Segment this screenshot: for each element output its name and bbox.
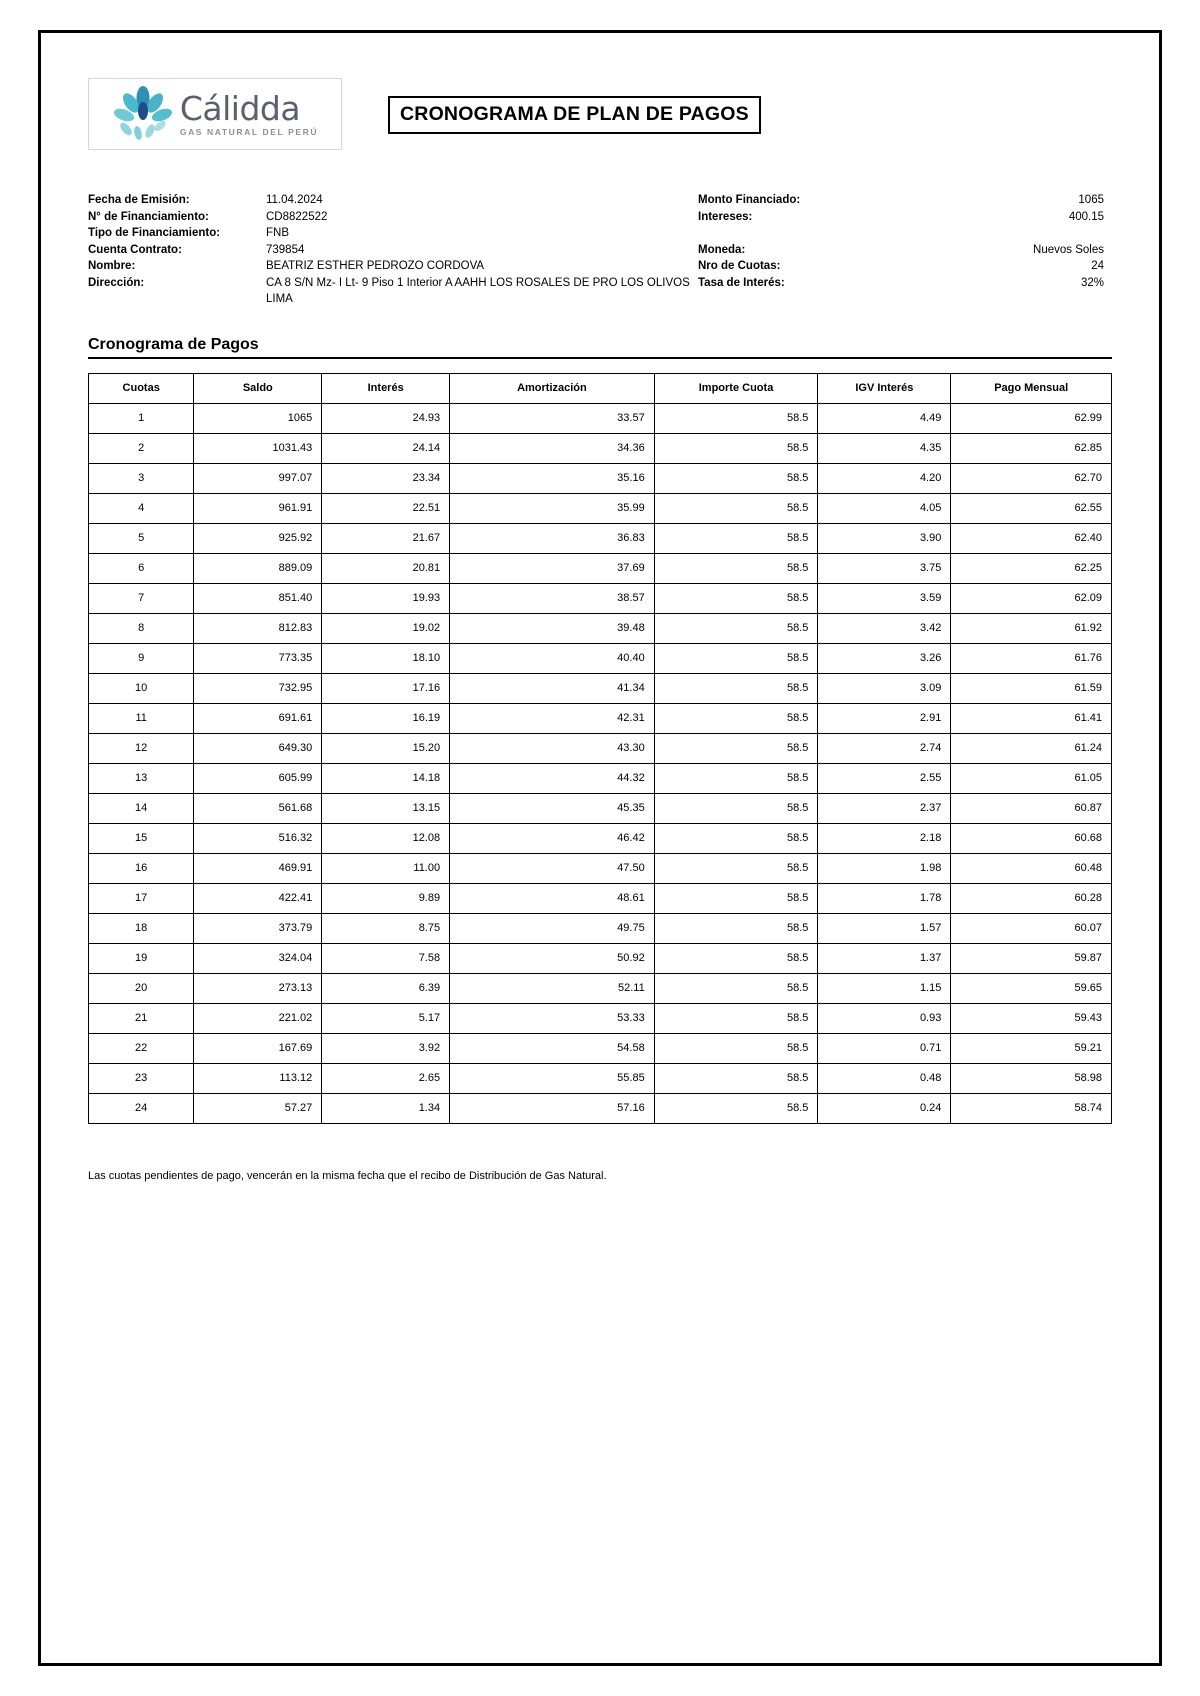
cell-cuota-numero: 22 — [89, 1033, 194, 1063]
cell-value: 4.20 — [818, 463, 951, 493]
cell-value: 61.05 — [951, 763, 1112, 793]
cell-cuota-numero: 19 — [89, 943, 194, 973]
info-label: N° de Financiamiento: — [88, 210, 209, 223]
cell-value: 373.79 — [194, 913, 322, 943]
cell-value: 58.5 — [654, 613, 818, 643]
cell-value: 58.5 — [654, 553, 818, 583]
column-header-saldo: Saldo — [194, 373, 322, 403]
cell-value: 2.55 — [818, 763, 951, 793]
cell-cuota-numero: 14 — [89, 793, 194, 823]
cell-value: 4.05 — [818, 493, 951, 523]
cell-value: 55.85 — [450, 1063, 655, 1093]
cell-value: 273.13 — [194, 973, 322, 1003]
cell-value: 16.19 — [322, 703, 450, 733]
cell-value: 58.5 — [654, 403, 818, 433]
cell-value: 58.5 — [654, 703, 818, 733]
cell-value: 469.91 — [194, 853, 322, 883]
cell-value: 62.99 — [951, 403, 1112, 433]
info-value: 739854 — [266, 243, 305, 256]
table-row — [89, 973, 1112, 1003]
cell-value: 60.68 — [951, 823, 1112, 853]
cell-value: 58.74 — [951, 1093, 1112, 1123]
cell-value: 62.25 — [951, 553, 1112, 583]
cell-value: 12.08 — [322, 823, 450, 853]
cell-value: 0.93 — [818, 1003, 951, 1033]
logo-wordmark: Cálidda — [179, 88, 301, 128]
table-row — [89, 433, 1112, 463]
info-value: 32% — [1080, 276, 1104, 289]
cell-cuota-numero: 2 — [89, 433, 194, 463]
table-row — [89, 1063, 1112, 1093]
cell-value: 59.65 — [951, 973, 1112, 1003]
info-right-column — [698, 192, 1112, 308]
cell-value: 58.5 — [654, 853, 818, 883]
cell-value: 49.75 — [450, 913, 655, 943]
info-row-tasa-interes — [698, 275, 1112, 292]
cell-cuota-numero: 1 — [89, 403, 194, 433]
cell-value: 58.5 — [654, 463, 818, 493]
cell-cuota-numero: 15 — [89, 823, 194, 853]
column-header-igv-interes: IGV Interés — [818, 373, 951, 403]
cell-value: 1.78 — [818, 883, 951, 913]
info-label: Tasa de Interés: — [698, 276, 785, 289]
cell-value: 561.68 — [194, 793, 322, 823]
cell-value: 58.5 — [654, 1003, 818, 1033]
cell-cuota-numero: 20 — [89, 973, 194, 1003]
cell-cuota-numero: 6 — [89, 553, 194, 583]
cell-value: 48.61 — [450, 883, 655, 913]
cell-value: 35.16 — [450, 463, 655, 493]
table-body — [89, 403, 1112, 1123]
cell-cuota-numero: 9 — [89, 643, 194, 673]
info-row-intereses — [698, 209, 1112, 226]
cell-value: 46.42 — [450, 823, 655, 853]
info-value: CA 8 S/N Mz- I Lt- 9 Piso 1 Interior A AAHH LOS ROSALES DE PRO LOS OLIVOS LIMA — [266, 276, 690, 305]
cell-value: 3.59 — [818, 583, 951, 613]
info-row-nombre — [88, 258, 698, 275]
page-title: CRONOGRAMA DE PLAN DE PAGOS — [400, 103, 749, 125]
info-value: 24 — [1091, 260, 1104, 272]
section-divider — [88, 357, 1112, 359]
cell-value: 113.12 — [194, 1063, 322, 1093]
info-row-direccion — [88, 275, 698, 308]
info-row-nro-financiamiento — [88, 209, 698, 226]
cell-value: 18.10 — [322, 643, 450, 673]
cell-value: 58.5 — [654, 793, 818, 823]
cell-value: 62.85 — [951, 433, 1112, 463]
cell-value: 58.98 — [951, 1063, 1112, 1093]
cell-value: 773.35 — [194, 643, 322, 673]
table-row — [89, 583, 1112, 613]
cell-cuota-numero: 11 — [89, 703, 194, 733]
cell-value: 39.48 — [450, 613, 655, 643]
cell-value: 54.58 — [450, 1033, 655, 1063]
cell-value: 3.75 — [818, 553, 951, 583]
column-header-interes: Interés — [322, 373, 450, 403]
table-row — [89, 703, 1112, 733]
column-header-amortizacion: Amortización — [450, 373, 655, 403]
cell-value: 19.93 — [322, 583, 450, 613]
cell-value: 21.67 — [322, 523, 450, 553]
info-label: Nro de Cuotas: — [698, 260, 781, 272]
cell-value: 1065 — [194, 403, 322, 433]
cell-cuota-numero: 7 — [89, 583, 194, 613]
cell-value: 19.02 — [322, 613, 450, 643]
cell-value: 58.5 — [654, 1093, 818, 1123]
info-spacer — [698, 225, 1112, 242]
cell-value: 60.28 — [951, 883, 1112, 913]
cell-value: 61.92 — [951, 613, 1112, 643]
cell-value: 0.48 — [818, 1063, 951, 1093]
cell-value: 44.32 — [450, 763, 655, 793]
cell-cuota-numero: 16 — [89, 853, 194, 883]
cell-value: 1.57 — [818, 913, 951, 943]
cell-value: 812.83 — [194, 613, 322, 643]
table-row — [89, 673, 1112, 703]
cell-value: 167.69 — [194, 1033, 322, 1063]
cell-value: 41.34 — [450, 673, 655, 703]
column-header-pago-mensual: Pago Mensual — [951, 373, 1112, 403]
cell-value: 58.5 — [654, 943, 818, 973]
cell-cuota-numero: 21 — [89, 1003, 194, 1033]
cell-cuota-numero: 12 — [89, 733, 194, 763]
cell-value: 62.55 — [951, 493, 1112, 523]
cell-value: 324.04 — [194, 943, 322, 973]
info-label: Intereses: — [698, 210, 753, 223]
cell-value: 58.5 — [654, 523, 818, 553]
cell-value: 58.5 — [654, 1063, 818, 1093]
cell-value: 4.49 — [818, 403, 951, 433]
cell-value: 8.75 — [322, 913, 450, 943]
info-row-cuenta-contrato — [88, 242, 698, 259]
info-value: CD8822522 — [266, 210, 328, 223]
cell-value: 3.92 — [322, 1033, 450, 1063]
cell-value: 50.92 — [450, 943, 655, 973]
cell-value: 36.83 — [450, 523, 655, 553]
cell-cuota-numero: 13 — [89, 763, 194, 793]
cell-value: 58.5 — [654, 883, 818, 913]
cell-value: 20.81 — [322, 553, 450, 583]
cell-value: 37.69 — [450, 553, 655, 583]
cell-value: 62.70 — [951, 463, 1112, 493]
cell-value: 61.24 — [951, 733, 1112, 763]
cell-cuota-numero: 5 — [89, 523, 194, 553]
cell-value: 59.87 — [951, 943, 1112, 973]
table-row — [89, 853, 1112, 883]
cell-value: 889.09 — [194, 553, 322, 583]
cell-value: 47.50 — [450, 853, 655, 883]
cell-cuota-numero: 8 — [89, 613, 194, 643]
payment-schedule-table — [88, 373, 1112, 1124]
cell-value: 61.59 — [951, 673, 1112, 703]
cell-cuota-numero: 4 — [89, 493, 194, 523]
cell-value: 1031.43 — [194, 433, 322, 463]
table-row — [89, 493, 1112, 523]
cell-value: 3.26 — [818, 643, 951, 673]
section-title: Cronograma de Pagos — [88, 335, 259, 353]
table-row — [89, 403, 1112, 433]
cell-value: 58.5 — [654, 823, 818, 853]
info-value: 1065 — [1078, 194, 1104, 206]
logo-tagline: GAS NATURAL DEL PERÚ — [179, 126, 319, 137]
info-row-nro-cuotas — [698, 258, 1112, 275]
cell-value: 45.35 — [450, 793, 655, 823]
cell-value: 22.51 — [322, 493, 450, 523]
info-value: 400.15 — [1068, 210, 1104, 223]
cell-value: 925.92 — [194, 523, 322, 553]
cell-value: 9.89 — [322, 883, 450, 913]
cell-value: 58.5 — [654, 493, 818, 523]
cell-value: 2.37 — [818, 793, 951, 823]
table-row — [89, 913, 1112, 943]
cell-value: 58.5 — [654, 913, 818, 943]
cell-value: 58.5 — [654, 763, 818, 793]
cell-value: 961.91 — [194, 493, 322, 523]
cell-value: 59.43 — [951, 1003, 1112, 1033]
cell-value: 52.11 — [450, 973, 655, 1003]
cell-value: 24.14 — [322, 433, 450, 463]
cell-value: 58.5 — [654, 673, 818, 703]
table-row — [89, 463, 1112, 493]
document-title-box — [388, 96, 761, 134]
cell-cuota-numero: 10 — [89, 673, 194, 703]
cell-value: 62.40 — [951, 523, 1112, 553]
info-left-column — [88, 192, 698, 308]
table-row — [89, 943, 1112, 973]
cell-value: 1.15 — [818, 973, 951, 1003]
cell-cuota-numero: 3 — [89, 463, 194, 493]
info-value: Nuevos Soles — [1033, 243, 1104, 256]
cell-value: 2.91 — [818, 703, 951, 733]
cell-value: 24.93 — [322, 403, 450, 433]
table-row — [89, 1033, 1112, 1063]
info-label: Tipo de Financiamiento: — [88, 227, 221, 239]
cell-value: 1.98 — [818, 853, 951, 883]
cell-value: 17.16 — [322, 673, 450, 703]
cell-value: 15.20 — [322, 733, 450, 763]
table-row — [89, 733, 1112, 763]
cell-value: 1.37 — [818, 943, 951, 973]
table-header — [89, 373, 1112, 403]
cell-value: 422.41 — [194, 883, 322, 913]
cell-cuota-numero: 24 — [89, 1093, 194, 1123]
flower-logo-icon — [112, 84, 174, 144]
calidda-logo — [88, 78, 342, 150]
info-value: FNB — [266, 227, 289, 239]
cell-value: 40.40 — [450, 643, 655, 673]
cell-value: 649.30 — [194, 733, 322, 763]
info-row-monto-financiado — [698, 192, 1112, 209]
cell-value: 605.99 — [194, 763, 322, 793]
cell-cuota-numero: 17 — [89, 883, 194, 913]
cell-value: 58.5 — [654, 643, 818, 673]
cell-value: 61.41 — [951, 703, 1112, 733]
cell-value: 61.76 — [951, 643, 1112, 673]
schedule-section — [88, 336, 1112, 1182]
cell-cuota-numero: 23 — [89, 1063, 194, 1093]
table-row — [89, 553, 1112, 583]
cell-cuota-numero: 18 — [89, 913, 194, 943]
cell-value: 3.09 — [818, 673, 951, 703]
cell-value: 58.5 — [654, 1033, 818, 1063]
info-block — [88, 192, 1112, 308]
table-row — [89, 1003, 1112, 1033]
cell-value: 35.99 — [450, 493, 655, 523]
cell-value: 997.07 — [194, 463, 322, 493]
info-value: BEATRIZ ESTHER PEDROZO CORDOVA — [266, 260, 485, 272]
cell-value: 57.27 — [194, 1093, 322, 1123]
cell-value: 1.34 — [322, 1093, 450, 1123]
cell-value: 58.5 — [654, 733, 818, 763]
table-row — [89, 523, 1112, 553]
info-row-tipo-financiamiento — [88, 225, 698, 242]
table-row — [89, 643, 1112, 673]
cell-value: 7.58 — [322, 943, 450, 973]
cell-value: 2.74 — [818, 733, 951, 763]
cell-value: 58.5 — [654, 433, 818, 463]
cell-value: 691.61 — [194, 703, 322, 733]
cell-value: 42.31 — [450, 703, 655, 733]
info-label: Dirección: — [88, 276, 145, 289]
document-header — [88, 78, 1112, 150]
cell-value: 732.95 — [194, 673, 322, 703]
cell-value: 60.87 — [951, 793, 1112, 823]
table-row — [89, 613, 1112, 643]
info-row-moneda — [698, 242, 1112, 259]
cell-value: 53.33 — [450, 1003, 655, 1033]
cell-value: 0.24 — [818, 1093, 951, 1123]
cell-value: 14.18 — [322, 763, 450, 793]
cell-value: 2.65 — [322, 1063, 450, 1093]
cell-value: 3.90 — [818, 523, 951, 553]
info-value: 11.04.2024 — [266, 194, 323, 206]
cell-value: 57.16 — [450, 1093, 655, 1123]
table-row — [89, 763, 1112, 793]
table-row — [89, 823, 1112, 853]
cell-value: 5.17 — [322, 1003, 450, 1033]
cell-value: 58.5 — [654, 583, 818, 613]
cell-value: 60.48 — [951, 853, 1112, 883]
cell-value: 62.09 — [951, 583, 1112, 613]
cell-value: 43.30 — [450, 733, 655, 763]
column-header-importe-cuota: Importe Cuota — [654, 373, 818, 403]
cell-value: 221.02 — [194, 1003, 322, 1033]
table-row — [89, 883, 1112, 913]
cell-value: 58.5 — [654, 973, 818, 1003]
cell-value: 59.21 — [951, 1033, 1112, 1063]
cell-value: 13.15 — [322, 793, 450, 823]
info-label: Monto Financiado: — [698, 194, 801, 206]
cell-value: 23.34 — [322, 463, 450, 493]
cell-value: 38.57 — [450, 583, 655, 613]
cell-value: 2.18 — [818, 823, 951, 853]
cell-value: 4.35 — [818, 433, 951, 463]
cell-value: 60.07 — [951, 913, 1112, 943]
info-label: Nombre: — [88, 260, 136, 272]
info-label: Fecha de Emisión: — [88, 194, 190, 206]
cell-value: 3.42 — [818, 613, 951, 643]
cell-value: 33.57 — [450, 403, 655, 433]
page-content — [36, 38, 1164, 1182]
footer-note: Las cuotas pendientes de pago, vencerán en la misma fecha que el recibo de Distribución de Gas Natural. — [88, 1169, 607, 1182]
table-header-row — [89, 373, 1112, 403]
info-row-fecha-emision — [88, 192, 698, 209]
table-row — [89, 1093, 1112, 1123]
cell-value: 851.40 — [194, 583, 322, 613]
info-label: Cuenta Contrato: — [88, 243, 182, 256]
column-header-cuotas: Cuotas — [89, 373, 194, 403]
cell-value: 11.00 — [322, 853, 450, 883]
cell-value: 6.39 — [322, 973, 450, 1003]
table-row — [89, 793, 1112, 823]
cell-value: 34.36 — [450, 433, 655, 463]
cell-value: 0.71 — [818, 1033, 951, 1063]
cell-value: 516.32 — [194, 823, 322, 853]
info-label: Moneda: — [698, 243, 746, 256]
